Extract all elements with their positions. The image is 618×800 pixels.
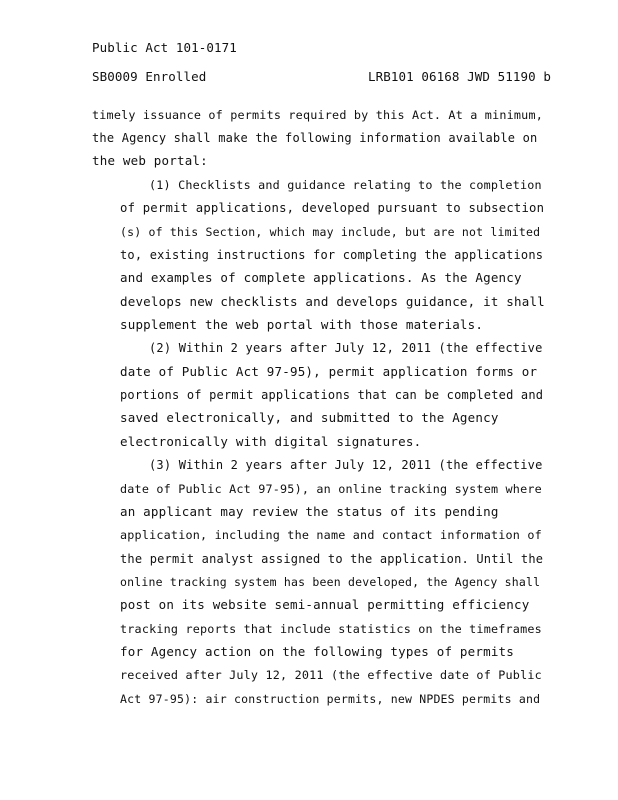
text-line: the web portal:	[92, 153, 208, 168]
text-line: Act 97-95): air construction permits, new NPDES permits and	[120, 692, 541, 706]
text-line: application, including the name and contact information of	[120, 528, 542, 542]
text-line: electronically with digital signatures.	[120, 434, 422, 449]
text-line: (2) Within 2 years after July 12, 2011 (the effective	[149, 341, 543, 355]
text-line: tracking reports that include statistics on the timeframes	[120, 622, 542, 636]
public-act-number: Public Act 101-0171	[92, 40, 237, 55]
text-line: received after July 12, 2011 (the effective date of Public	[120, 668, 542, 682]
text-line: of permit applications, developed pursuant to subsection	[120, 201, 545, 215]
lrb-reference: LRB101 06168 JWD 51190 b	[368, 69, 552, 84]
text-line: and examples of complete applications. As the Agency	[120, 270, 522, 285]
bill-number: SB0009 Enrolled	[92, 69, 207, 84]
text-line: for Agency action on the following types of permits	[120, 644, 515, 659]
text-line: date of Public Act 97-95), an online tracking system where	[120, 482, 542, 496]
text-line: (1) Checklists and guidance relating to the completion	[149, 178, 542, 192]
text-line: (s) of this Section, which may include, but are not limited	[120, 225, 541, 239]
text-line: (3) Within 2 years after July 12, 2011 (the effective	[149, 458, 543, 472]
text-line: the Agency shall make the following information available on	[92, 131, 538, 145]
text-line: supplement the web portal with those materials.	[120, 317, 484, 332]
text-line: an applicant may review the status of its pending	[120, 504, 499, 519]
text-line: to, existing instructions for completing the applications	[120, 248, 544, 262]
text-line: the permit analyst assigned to the application. Until the	[120, 552, 544, 566]
text-line: develops new checklists and develops guidance, it shall	[120, 294, 545, 309]
text-line: saved electronically, and submitted to the Agency	[120, 410, 499, 425]
text-line: date of Public Act 97-95), permit application forms or	[120, 364, 538, 379]
text-line: portions of permit applications that can be completed and	[120, 388, 544, 402]
text-line: online tracking system has been developed, the Agency shall	[120, 575, 541, 589]
text-line: timely issuance of permits required by this Act. At a minimum,	[92, 108, 543, 122]
text-line: post on its website semi-annual permitting efficiency	[120, 597, 530, 612]
